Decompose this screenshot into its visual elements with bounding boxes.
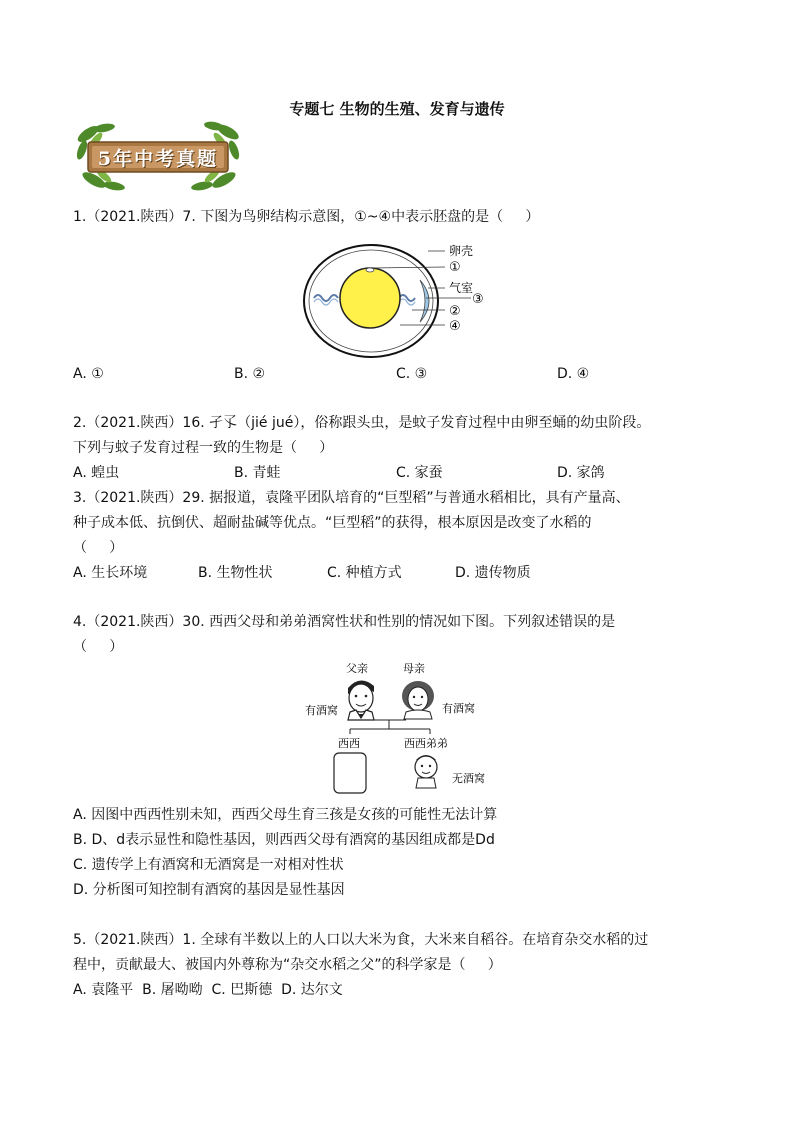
q4-option-a: A. 因图中西西性别未知，西西父母生育三孩是女孩的可能性无法计算 — [73, 807, 498, 823]
question-5-line-1: 5.（2021.陕西）1. 全球有半数以上的人口以大米为食，大米来自稻谷。在培育杂交水稻的过 — [73, 932, 649, 948]
mother-icon — [402, 681, 434, 719]
page-title: 专题七 生物的生殖、发育与遗传 — [289, 100, 505, 118]
question-3-line-2: 种子成本低、抗倒伏、超耐盐碱等优点。“巨型稻”的获得，根本原因是改变了水稻的 — [73, 515, 592, 531]
egg-structure-figure — [300, 236, 500, 360]
question-3-line-3: （ ） — [73, 540, 124, 556]
q2-option-a: A. 蝗虫 — [73, 465, 120, 481]
label-mother-trait: 有酒窝 — [442, 702, 475, 715]
label-4: ④ — [449, 319, 461, 334]
question-2-line-2: 下列与蚊子发育过程一致的生物是（ ） — [73, 440, 334, 456]
q4-option-d: D. 分析图可知控制有酒窝的基因是显性基因 — [73, 882, 345, 898]
q1-option-c: C. ③ — [396, 366, 428, 382]
q2-option-d: D. 家鸽 — [557, 465, 605, 481]
father-icon — [348, 680, 374, 720]
question-2-line-1: 2.（2021.陕西）16. 孑孓（jié jué），俗称跟头虫，是蚊子发育过程中由卵至蛹的幼虫阶段。 — [73, 415, 651, 431]
family-pedigree-figure — [300, 656, 500, 796]
label-father-trait: 有酒窝 — [305, 704, 338, 717]
label-2: ② — [449, 304, 461, 319]
label-shell: 卵壳 — [449, 244, 474, 258]
question-3-line-1: 3.（2021.陕西）29. 据报道，袁隆平团队培育的“巨型稻”与普通水稻相比，具有产量高、 — [73, 490, 630, 506]
q5-options: A. 袁隆平 B. 屠呦呦 C. 巴斯德 D. 达尔文 — [73, 982, 343, 998]
q4-option-b: B. D、d表示显性和隐性基因，则西西父母有酒窝的基因组成都是Dd — [73, 832, 495, 848]
q1-option-a: A. ① — [73, 366, 104, 382]
q3-option-b: B. 生物性状 — [198, 565, 273, 581]
q1-option-d: D. ④ — [557, 366, 590, 382]
question-1-stem: 1.（2021.陕西）7. 下图为鸟卵结构示意图，①~④中表示胚盘的是（ ） — [73, 209, 540, 225]
q1-option-b: B. ② — [234, 366, 266, 382]
q3-option-d: D. 遗传物质 — [455, 565, 531, 581]
brother-icon — [415, 755, 437, 788]
question-5-line-2: 程中，贡献最大、被国内外尊称为“杂交水稻之父”的科学家是（ ） — [73, 957, 502, 973]
label-brother-trait: 无酒窝 — [452, 772, 485, 785]
label-air-cell: 气室 — [449, 281, 474, 295]
question-4-line-2: （ ） — [73, 639, 124, 655]
label-3: ③ — [472, 292, 484, 307]
q2-option-c: C. 家蚕 — [396, 465, 443, 481]
q3-option-a: A. 生长环境 — [73, 565, 148, 581]
label-mother: 母亲 — [403, 662, 425, 675]
label-father: 父亲 — [346, 662, 368, 675]
label-1: ① — [449, 260, 461, 275]
q3-option-c: C. 种植方式 — [327, 565, 402, 581]
xixi-unknown-box — [334, 753, 366, 793]
q4-option-c: C. 遗传学上有酒窝和无酒窝是一对相对性状 — [73, 857, 344, 873]
exam-banner — [74, 120, 242, 192]
label-brother: 西西弟弟 — [404, 737, 448, 750]
question-4-line-1: 4.（2021.陕西）30. 西西父母和弟弟酒窝性状和性别的情况如下图。下列叙述错误的是 — [73, 614, 616, 630]
banner-label: 5年中考真题 — [97, 148, 219, 170]
q2-option-b: B. 青蛙 — [234, 465, 281, 481]
label-xixi: 西西 — [338, 737, 360, 750]
